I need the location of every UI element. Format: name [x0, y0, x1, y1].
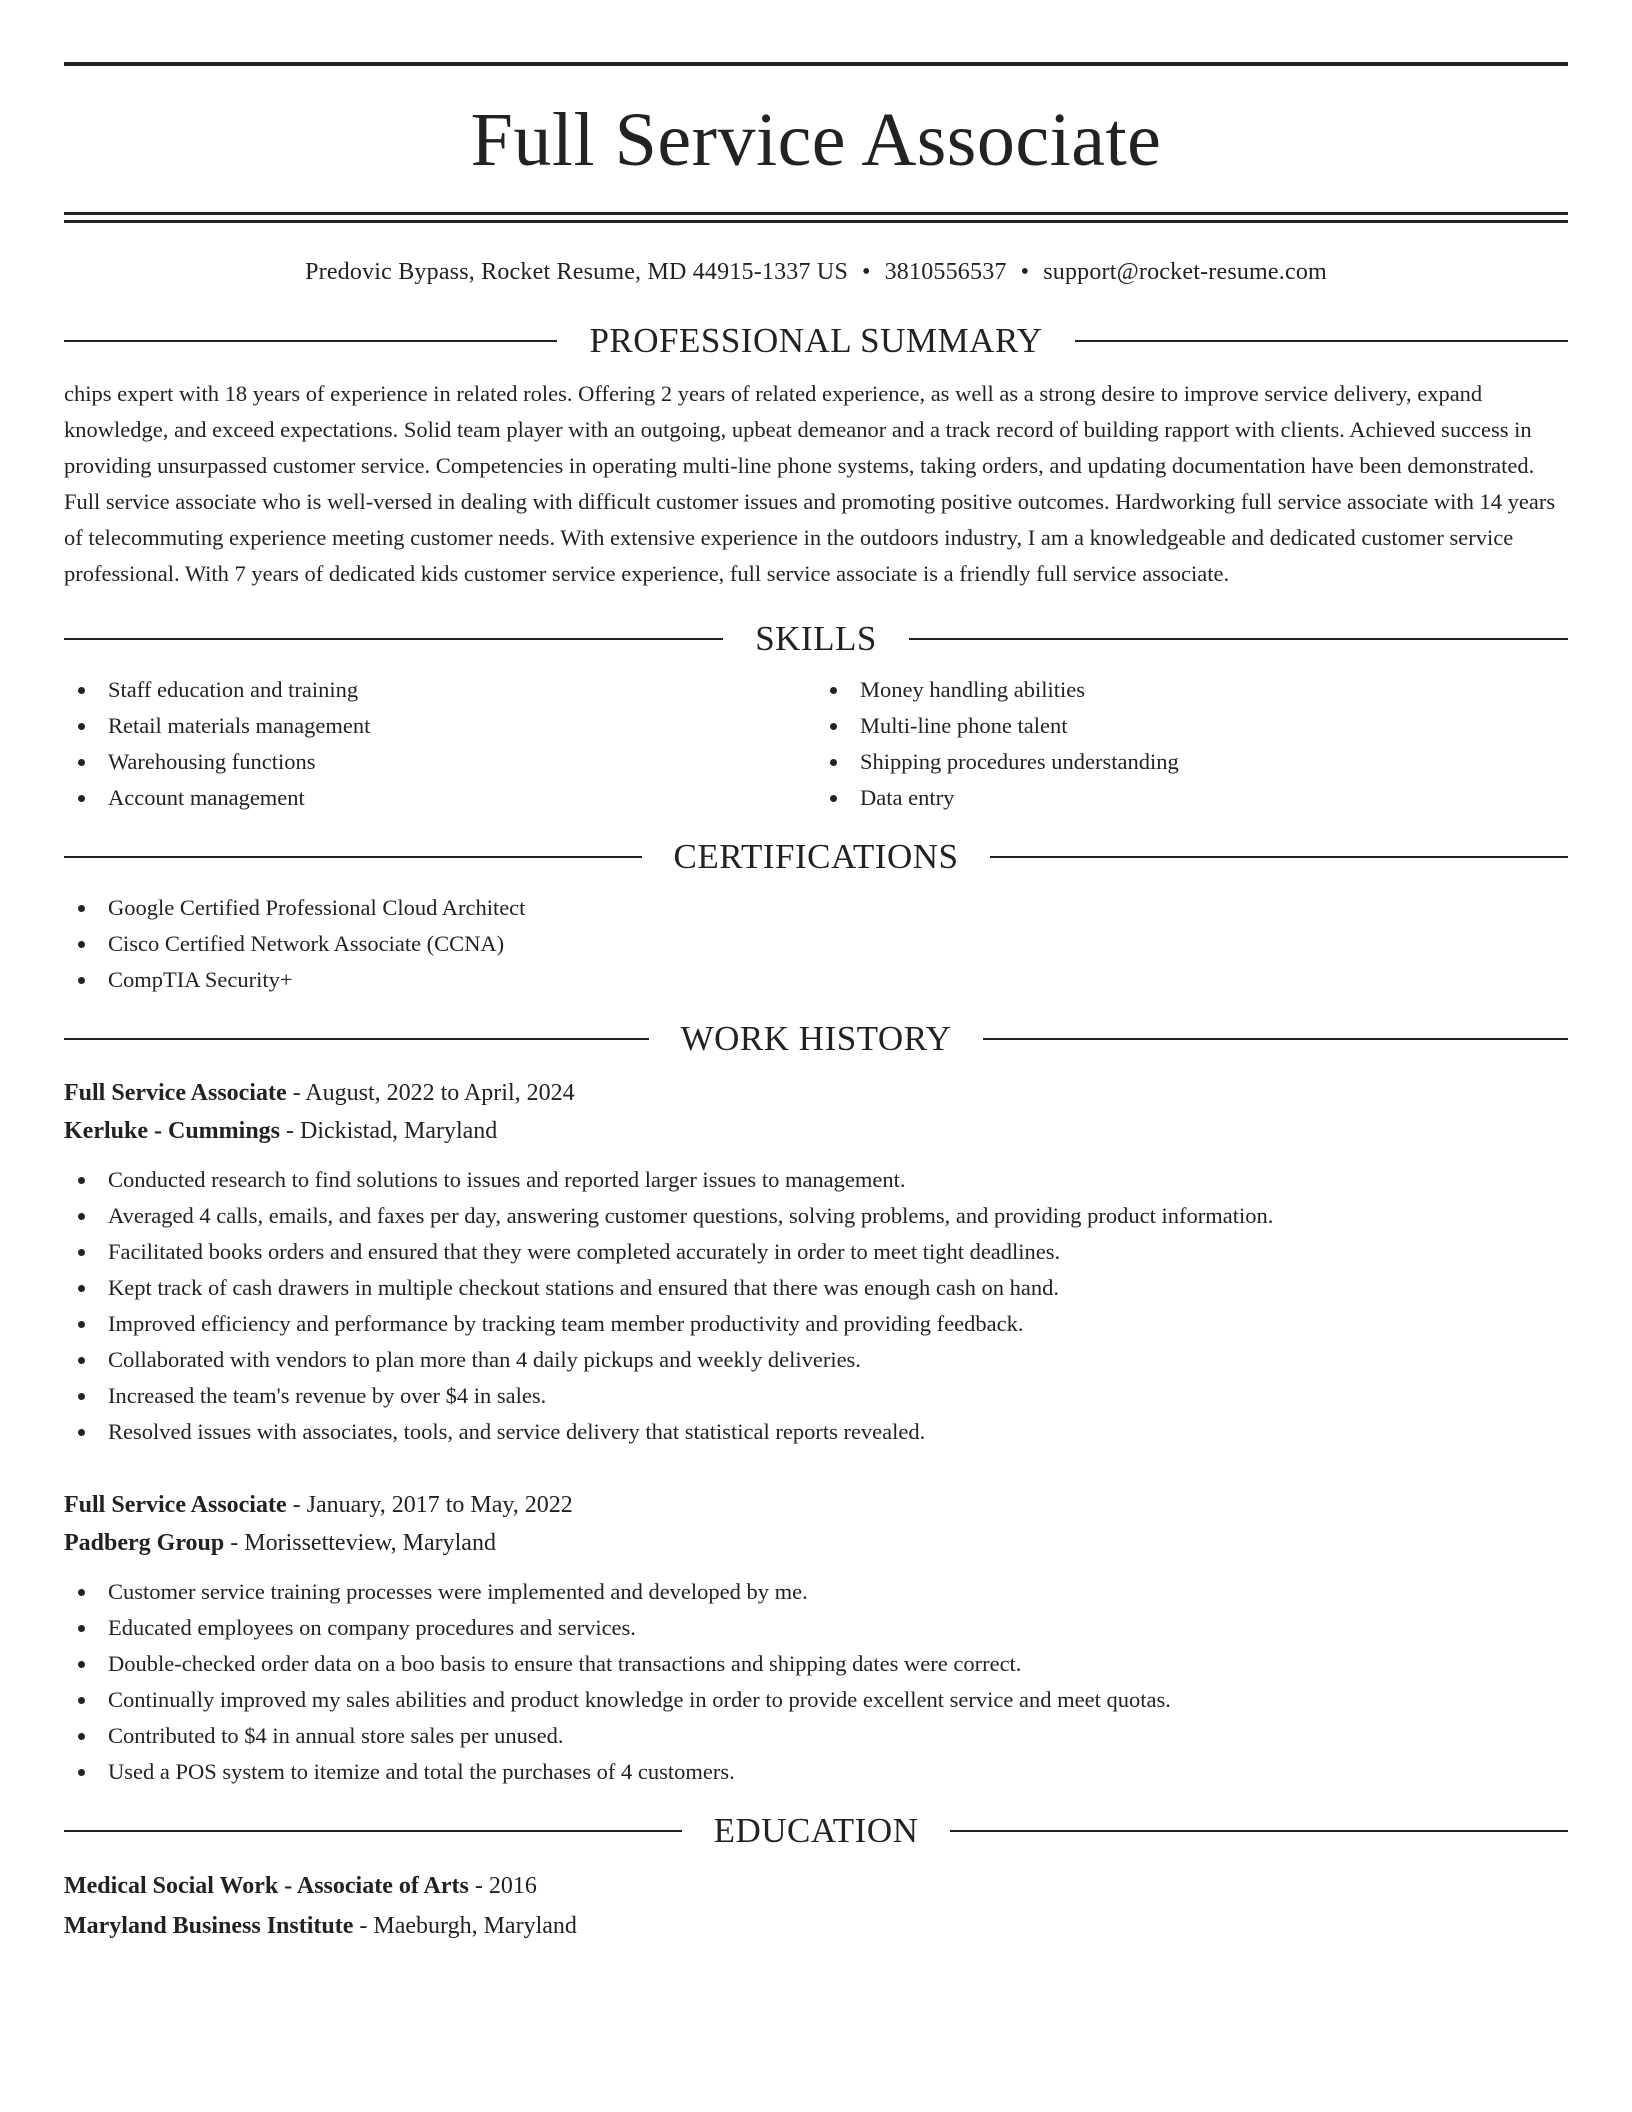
job-bullets — [64, 1574, 1568, 1790]
certifications-list — [64, 890, 1568, 998]
section-title: PROFESSIONAL SUMMARY — [589, 321, 1043, 360]
list-item: Conducted research to find solutions to issues and reported larger issues to management. — [78, 1162, 1568, 1198]
list-item: Resolved issues with associates, tools, and service delivery that statistical reports revealed. — [78, 1414, 1568, 1450]
job-title-line: Full Service Associate - August, 2022 to April, 2024 — [64, 1080, 575, 1106]
certifications-heading — [64, 836, 1568, 878]
list-item: Facilitated books orders and ensured that they were completed accurately in order to meet tight deadlines. — [78, 1234, 1568, 1270]
section-title: EDUCATION — [713, 1811, 919, 1850]
list-item: Cisco Certified Network Associate (CCNA) — [78, 926, 1568, 962]
divider — [990, 856, 1568, 858]
list-item: Data entry — [830, 780, 1568, 816]
list-item: Customer service training processes were implemented and developed by me. — [78, 1574, 1568, 1610]
list-item: Retail materials management — [78, 708, 816, 744]
summary-heading — [64, 320, 1568, 362]
list-item: Kept track of cash drawers in multiple checkout stations and ensured that there was enough cash on hand. — [78, 1270, 1568, 1306]
resume-page — [64, 0, 1568, 1946]
skills-list-right — [816, 672, 1568, 816]
list-item: Double-checked order data on a boo basis to ensure that transactions and shipping dates were correct. — [78, 1646, 1568, 1682]
candidate-name: Full Service Associate — [470, 98, 1162, 182]
job-company-line: Kerluke - Cummings - Dickistad, Maryland — [64, 1118, 498, 1144]
list-item: Averaged 4 calls, emails, and faxes per day, answering customer questions, solving problems, and providing product information. — [78, 1198, 1568, 1234]
skills-heading — [64, 618, 1568, 660]
section-title: WORK HISTORY — [680, 1019, 952, 1058]
phone[interactable]: 3810556537 — [884, 259, 1007, 285]
list-item: Multi-line phone talent — [830, 708, 1568, 744]
education-heading — [64, 1810, 1568, 1852]
email[interactable]: support@rocket-resume.com — [1043, 259, 1327, 285]
job-title-line: Full Service Associate - January, 2017 to May, 2022 — [64, 1492, 573, 1518]
list-item: Contributed to $4 in annual store sales per unused. — [78, 1718, 1568, 1754]
divider — [64, 638, 723, 640]
list-item: Money handling abilities — [830, 672, 1568, 708]
job-company-line: Padberg Group - Morissetteview, Maryland — [64, 1530, 496, 1556]
list-item: Staff education and training — [78, 672, 816, 708]
list-item: Continually improved my sales abilities and product knowledge in order to provide excellent service and meet quotas. — [78, 1682, 1568, 1718]
divider — [64, 856, 642, 858]
list-item: Educated employees on company procedures and services. — [78, 1610, 1568, 1646]
school-line: Maryland Business Institute - Maeburgh, Maryland — [64, 1913, 577, 1939]
job-entry — [64, 1486, 1568, 1790]
work-history-heading — [64, 1018, 1568, 1060]
job-entry — [64, 1074, 1568, 1450]
double-rule — [64, 212, 1568, 223]
address: Predovic Bypass, Rocket Resume, MD 44915-1337 US — [305, 259, 848, 285]
list-item: Improved efficiency and performance by tracking team member productivity and providing feedback. — [78, 1306, 1568, 1342]
separator: • — [1020, 259, 1030, 285]
degree-line: Medical Social Work - Associate of Arts - 2016 — [64, 1873, 537, 1899]
list-item: Shipping procedures understanding — [830, 744, 1568, 780]
list-item: CompTIA Security+ — [78, 962, 1568, 998]
list-item: Collaborated with vendors to plan more than 4 daily pickups and weekly deliveries. — [78, 1342, 1568, 1378]
list-item: Account management — [78, 780, 816, 816]
list-item: Warehousing functions — [78, 744, 816, 780]
skills-list-left — [64, 672, 816, 816]
list-item: Google Certified Professional Cloud Architect — [78, 890, 1568, 926]
divider — [1075, 340, 1568, 342]
divider — [983, 1038, 1568, 1040]
contact-line — [64, 259, 1568, 286]
education-entry — [64, 1866, 1568, 1946]
job-bullets — [64, 1162, 1568, 1450]
section-title: CERTIFICATIONS — [673, 837, 959, 876]
divider — [909, 638, 1568, 640]
summary-text: chips expert with 18 years of experience in related roles. Offering 2 years of related experience, as well as a strong desire to improve service delivery, expand knowledge, and exceed expectations. Solid team player with an outgoing, upbeat demeanor and a track record of building rapport with clients. Achieved success in providing unsurpassed customer service. Competencies in operating multi-line phone systems, taking orders, and updating documentation have been demonstrated. Full service associate who is well-versed in dealing with difficult customer issues and promoting positive outcomes. Hardworking full service associate with 14 years of telecommuting experience meeting customer needs. With extensive experience in the outdoors industry, I am a knowledgeable and dedicated customer service professional. With 7 years of dedicated kids customer service experience, full service associate is a friendly full service associate. — [64, 381, 1556, 586]
divider — [64, 1038, 649, 1040]
divider — [64, 340, 557, 342]
separator: • — [862, 259, 871, 285]
skills-columns — [64, 672, 1568, 816]
divider — [64, 1830, 682, 1832]
list-item: Increased the team's revenue by over $4 in sales. — [78, 1378, 1568, 1414]
section-title: SKILLS — [755, 619, 877, 658]
divider — [950, 1830, 1568, 1832]
list-item: Used a POS system to itemize and total the purchases of 4 customers. — [78, 1754, 1568, 1790]
